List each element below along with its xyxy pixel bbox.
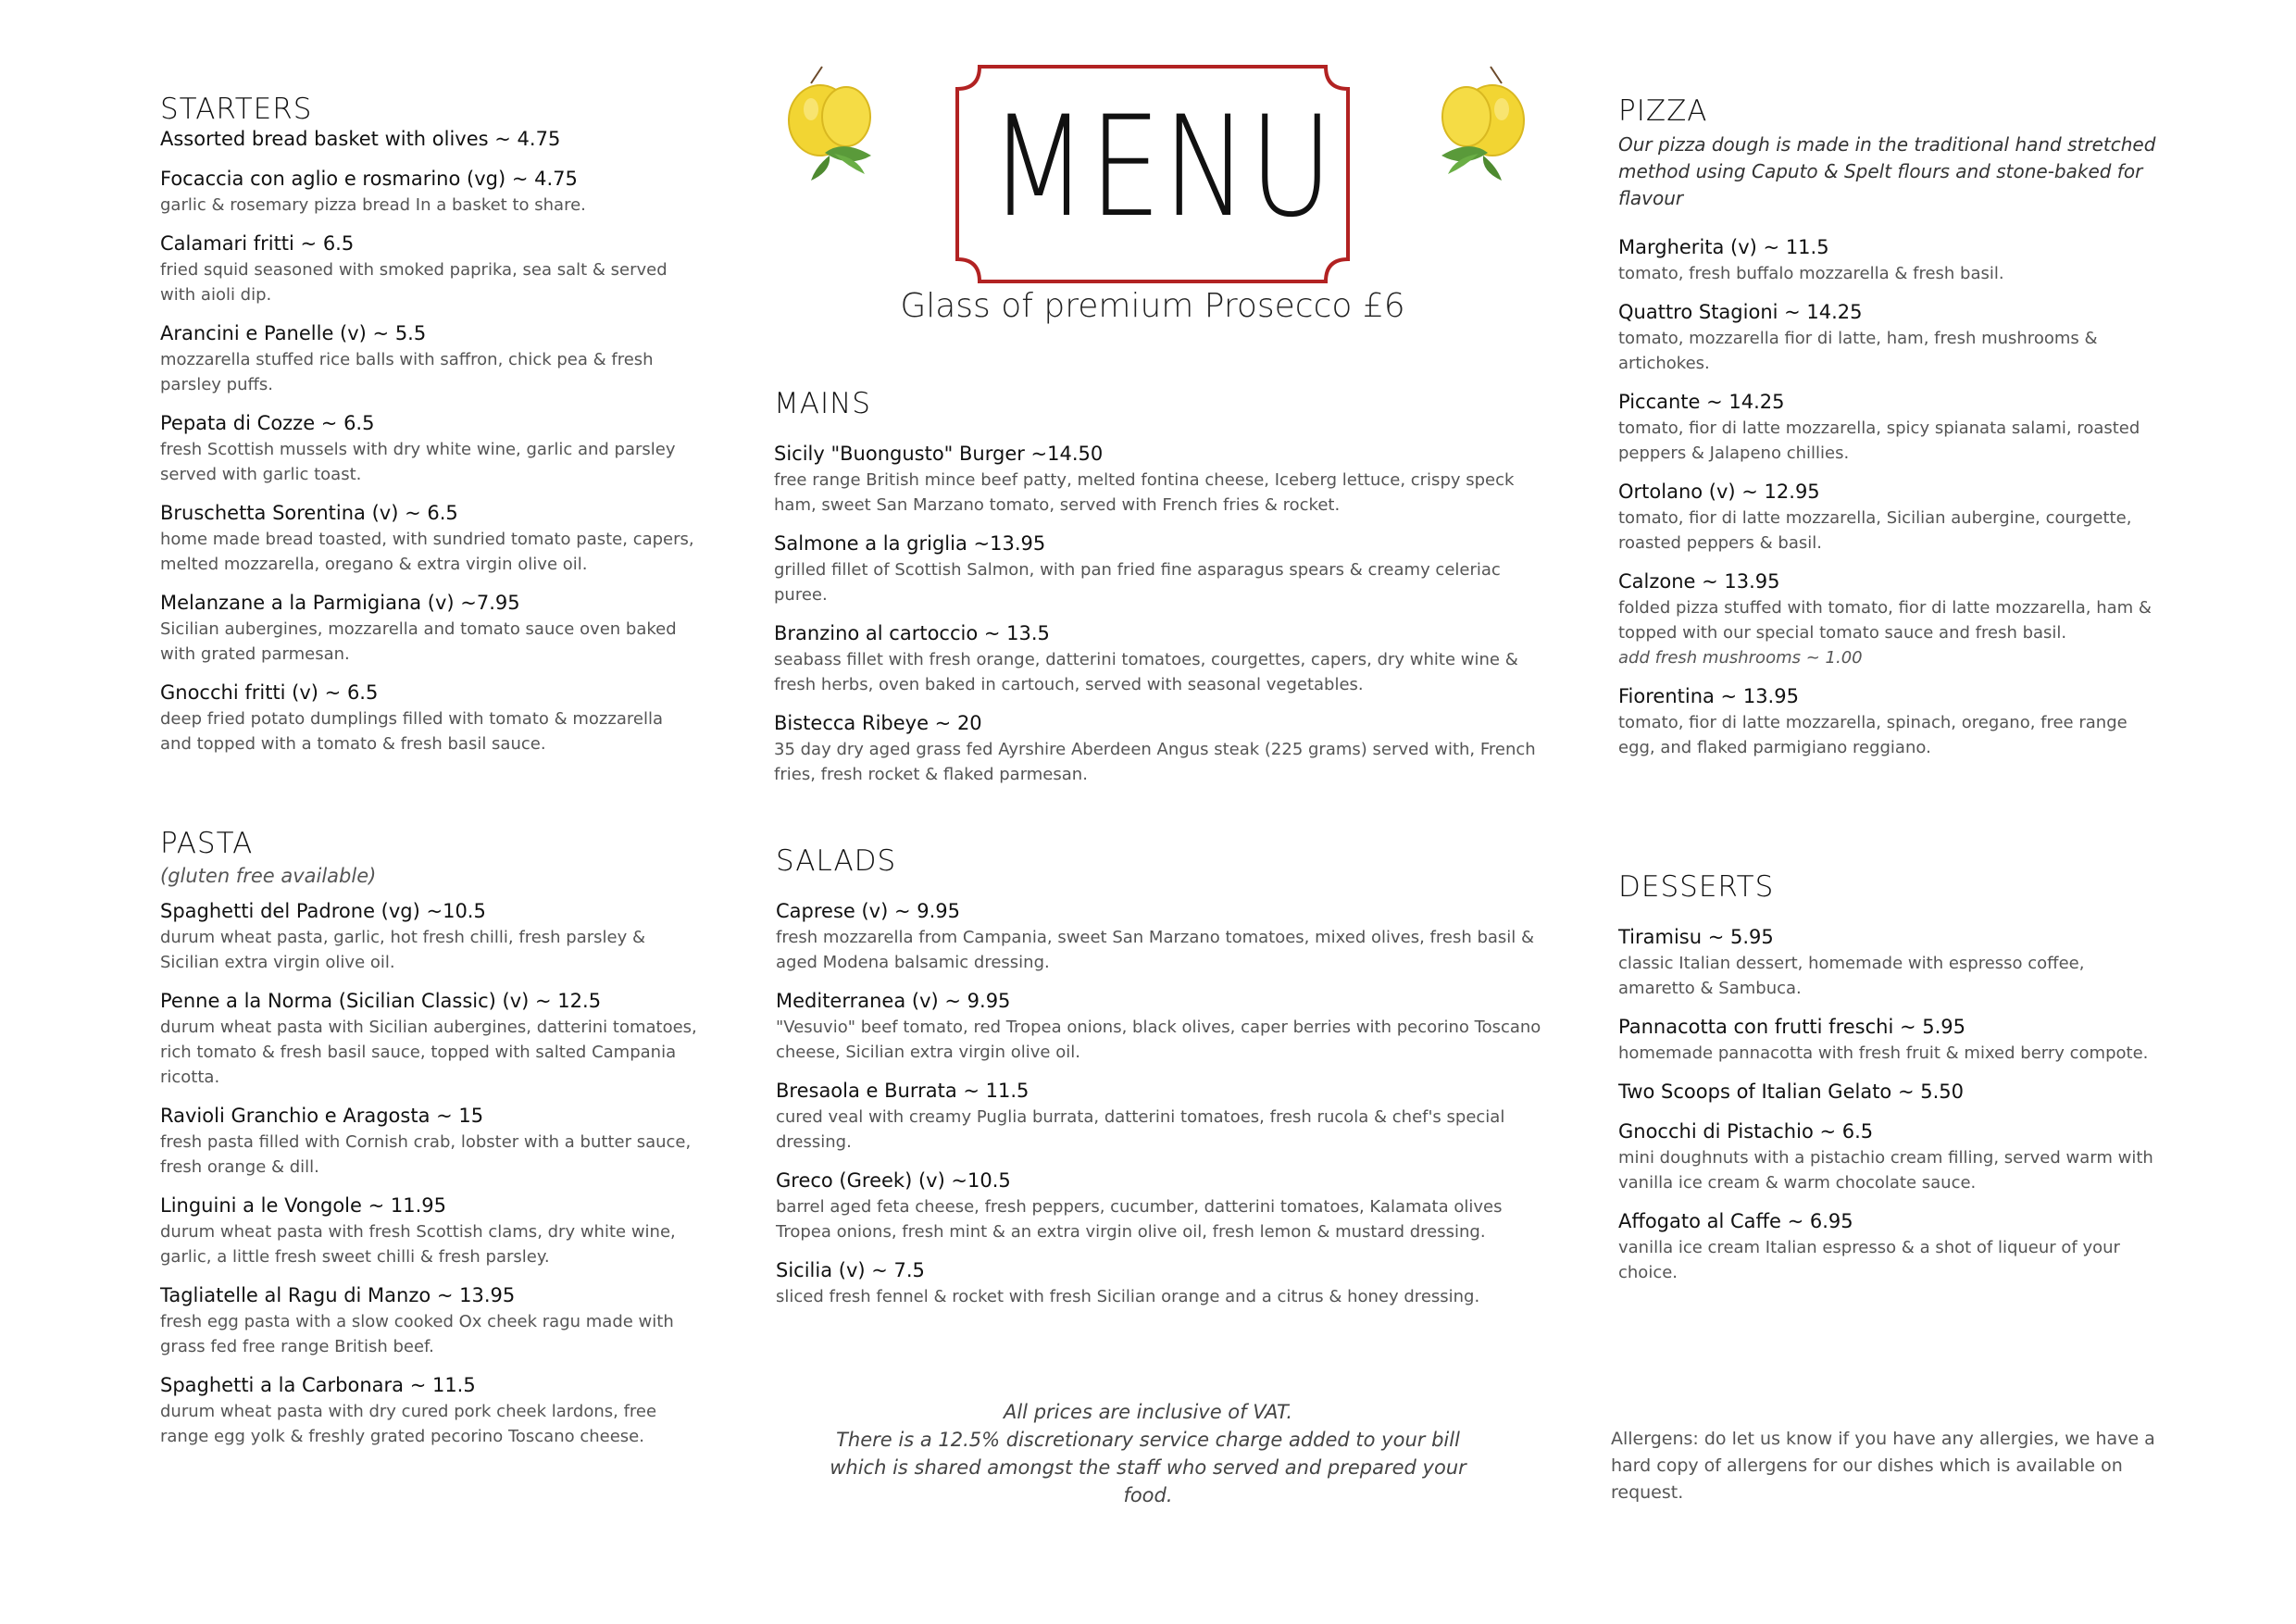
menu-item xyxy=(776,988,1544,1065)
menu-item-description: folded pizza stuffed with tomato, fior di latte mozzarella, ham & topped with our special tomato sauce and fresh basil. xyxy=(1618,598,2152,643)
menu-item-description: fried squid seasoned with smoked paprika, sea salt & served with aioli dip. xyxy=(160,260,668,305)
menu-item-description: tomato, fior di latte mozzarella, spinach, oregano, free range egg, and flaked parmigiano reggiano. xyxy=(1618,713,2128,757)
menu-item xyxy=(1618,1014,2165,1066)
menu-item-name: Sicilia (v) ~ 7.5 xyxy=(776,1259,925,1281)
pasta-list xyxy=(160,898,697,1449)
menu-item-description: durum wheat pasta with dry cured pork cheek lardons, free range egg yolk & freshly grated pecorino Toscano cheese. xyxy=(160,1402,657,1446)
lemon-illustration-right xyxy=(1418,65,1539,185)
menu-item xyxy=(1618,1118,2165,1195)
desserts-list xyxy=(1618,924,2165,1285)
menu-item xyxy=(774,620,1542,697)
menu-item-name: Melanzane a la Parmigiana (v) ~7.95 xyxy=(160,592,520,614)
menu-item xyxy=(160,1282,697,1359)
menu-item xyxy=(1618,389,2165,466)
menu-item-description: home made bread toasted, with sundried tomato paste, capers, melted mozzarella, oregano & extra virgin olive oil. xyxy=(160,530,694,574)
menu-item xyxy=(160,680,697,756)
lemon-illustration-left xyxy=(774,65,894,185)
desserts-section xyxy=(1618,870,2165,1298)
menu-item-name: Calamari fritti ~ 6.5 xyxy=(160,232,355,255)
menu-item-name: Gnocchi fritti (v) ~ 6.5 xyxy=(160,681,379,704)
menu-item-name: Fiorentina ~ 13.95 xyxy=(1618,685,1799,707)
menu-item-description: tomato, fior di latte mozzarella, spicy spianata salami, roasted peppers & Jalapeno chillies. xyxy=(1618,418,2140,463)
menu-item-name: Spaghetti del Padrone (vg) ~10.5 xyxy=(160,900,486,922)
menu-item xyxy=(160,500,697,577)
menu-item xyxy=(776,898,1544,975)
menu-item-name: Mediterranea (v) ~ 9.95 xyxy=(776,990,1011,1012)
service-charge-line: There is a 12.5% discretionary service charge added to your bill which is shared amongst the staff who served and prepared your food. xyxy=(830,1429,1466,1506)
menu-item xyxy=(160,1372,697,1449)
section-title: PASTA xyxy=(160,827,254,860)
menu-item-description: garlic & rosemary pizza bread In a basket to share. xyxy=(160,195,586,215)
menu-item xyxy=(1618,683,2165,760)
menu-item-name: Pannacotta con frutti freschi ~ 5.95 xyxy=(1618,1016,1965,1038)
menu-item-description: mozzarella stuffed rice balls with saffron, chick pea & fresh parsley puffs. xyxy=(160,350,654,394)
menu-item xyxy=(160,898,697,975)
starters-section xyxy=(160,93,697,769)
menu-item-description: sliced fresh fennel & rocket with fresh Sicilian orange and a citrus & honey dressing. xyxy=(776,1287,1480,1306)
allergens-notice: Allergens: do let us know if you have any allergies, we have a hard copy of allergens for our dishes which is available on request. xyxy=(1611,1429,2155,1503)
section-title: DESSERTS xyxy=(1618,870,1775,904)
menu-item-name: Ortolano (v) ~ 12.95 xyxy=(1618,481,1820,503)
menu-item xyxy=(160,320,697,397)
pasta-note: (gluten free available) xyxy=(160,865,377,887)
prosecco-offer: Glass of premium Prosecco £6 xyxy=(900,287,1405,325)
menu-item-description: free range British mince beef patty, melted fontina cheese, Iceberg lettuce, crispy speck ham, sweet San Marzano tomato, served with French fries & rocket. xyxy=(774,470,1515,515)
salads-list xyxy=(776,898,1544,1309)
menu-item-description: seabass fillet with fresh orange, datterini tomatoes, courgettes, capers, dry white wine & fresh herbs, oven baked in cartouch, served with seasonal vegetables. xyxy=(774,650,1518,694)
menu-item-description: homemade pannacotta with fresh fruit & mixed berry compote. xyxy=(1618,1043,2149,1063)
menu-item-description: grilled fillet of Scottish Salmon, with pan fried fine asparagus spears & creamy celeriac puree. xyxy=(774,560,1501,605)
menu-item-description: Sicilian aubergines, mozzarella and tomato sauce oven baked with grated parmesan. xyxy=(160,619,677,664)
menu-item xyxy=(1618,1208,2165,1285)
menu-item-name: Two Scoops of Italian Gelato ~ 5.50 xyxy=(1618,1081,1964,1103)
menu-item-name: Linguini a le Vongole ~ 11.95 xyxy=(160,1194,447,1217)
menu-item-name: Caprese (v) ~ 9.95 xyxy=(776,900,961,922)
menu-item-name: Calzone ~ 13.95 xyxy=(1618,570,1780,593)
menu-item-description: mini doughnuts with a pistachio cream filling, served warm with vanilla ice cream & warm chocolate sauce. xyxy=(1618,1148,2153,1193)
pizza-dough-note: Our pizza dough is made in the traditional hand stretched method using Caputo & Spelt flours and stone-baked for flavour xyxy=(1618,133,2156,209)
menu-item-description: classic Italian dessert, homemade with espresso coffee, amaretto & Sambuca. xyxy=(1618,954,2085,998)
menu-item xyxy=(776,1168,1544,1244)
menu-item-name: Affogato al Caffe ~ 6.95 xyxy=(1618,1210,1853,1232)
menu-item-description: cured veal with creamy Puglia burrata, datterini tomatoes, fresh rucola & chef's special dressing. xyxy=(776,1107,1505,1152)
menu-title: MENU xyxy=(989,87,1335,248)
menu-item xyxy=(1618,234,2165,286)
menu-item-name: Focaccia con aglio e rosmarino (vg) ~ 4.75 xyxy=(160,168,578,190)
pizza-list xyxy=(1618,234,2165,760)
menu-item-name: Greco (Greek) (v) ~10.5 xyxy=(776,1169,1011,1192)
menu-item-name: Assorted bread basket with olives ~ 4.75 xyxy=(160,128,561,150)
menu-item-description: fresh pasta filled with Cornish crab, lobster with a butter sauce, fresh orange & dill. xyxy=(160,1132,692,1177)
menu-item-name: Bresaola e Burrata ~ 11.5 xyxy=(776,1080,1029,1102)
menu-item xyxy=(1618,924,2165,1001)
menu-item-description: durum wheat pasta with Sicilian aubergines, datterini tomatoes, rich tomato & fresh basil sauce, topped with salted Campania ricotta. xyxy=(160,1018,697,1087)
menu-item-description: durum wheat pasta with fresh Scottish clams, dry white wine, garlic, a little fresh sweet chilli & fresh parsley. xyxy=(160,1222,676,1267)
menu-item-description: tomato, fresh buffalo mozzarella & fresh basil. xyxy=(1618,264,2004,283)
menu-item xyxy=(776,1078,1544,1155)
menu-item-name: Sicily "Buongusto" Burger ~14.50 xyxy=(774,443,1104,465)
menu-item-name: Penne a la Norma (Sicilian Classic) (v) ~ 12.5 xyxy=(160,990,602,1012)
menu-item-description: tomato, mozzarella fior di latte, ham, fresh mushrooms & artichokes. xyxy=(1618,329,2098,373)
menu-item-name: Arancini e Panelle (v) ~ 5.5 xyxy=(160,322,427,344)
menu-item-description: durum wheat pasta, garlic, hot fresh chilli, fresh parsley & Sicilian extra virgin olive oil. xyxy=(160,928,645,972)
menu-item-name: Bruschetta Sorentina (v) ~ 6.5 xyxy=(160,502,458,524)
vat-line: All prices are inclusive of VAT. xyxy=(1003,1401,1293,1423)
menu-item-name: Margherita (v) ~ 11.5 xyxy=(1618,236,1829,258)
menu-item-description: tomato, fior di latte mozzarella, Sicilian aubergine, courgette, roasted peppers & basil. xyxy=(1618,508,2132,553)
menu-item-name: Pepata di Cozze ~ 6.5 xyxy=(160,412,375,434)
section-title: SALADS xyxy=(776,844,897,878)
menu-item-name: Spaghetti a la Carbonara ~ 11.5 xyxy=(160,1374,476,1396)
section-title: PIZZA xyxy=(1618,94,1708,128)
menu-item-name: Ravioli Granchio e Aragosta ~ 15 xyxy=(160,1105,484,1127)
menu-item xyxy=(774,710,1542,787)
menu-item-name: Salmone a la griglia ~13.95 xyxy=(774,532,1046,555)
pizza-section xyxy=(1618,94,2165,773)
section-title: STARTERS xyxy=(160,93,313,126)
menu-item xyxy=(160,166,697,218)
menu-item-description: fresh egg pasta with a slow cooked Ox cheek ragu made with grass fed free range British beef. xyxy=(160,1312,674,1356)
menu-item xyxy=(1618,1079,2165,1106)
menu-item xyxy=(160,590,697,667)
menu-item-description: barrel aged feta cheese, fresh peppers, cucumber, datterini tomatoes, Kalamata olives Tropea onions, fresh mint & an extra virgin olive oil, fresh lemon & mustard dressing. xyxy=(776,1197,1503,1242)
menu-item-description: "Vesuvio" beef tomato, red Tropea onions, black olives, caper berries with pecorino Toscano cheese, Sicilian extra virgin olive oil. xyxy=(776,1018,1541,1062)
menu-item xyxy=(160,126,697,153)
menu-item-description: fresh Scottish mussels with dry white wine, garlic and parsley served with garlic toast. xyxy=(160,440,676,484)
menu-item-name: Piccante ~ 14.25 xyxy=(1618,391,1785,413)
menu-item-name: Quattro Stagioni ~ 14.25 xyxy=(1618,301,1863,323)
menu-item xyxy=(160,410,697,487)
salads-section xyxy=(776,844,1544,1322)
menu-item xyxy=(776,1257,1544,1309)
pasta-section xyxy=(160,827,697,1462)
menu-item xyxy=(160,988,697,1090)
menu-item-description: 35 day dry aged grass fed Ayrshire Aberdeen Angus steak (225 grams) served with, French fries, fresh rocket & flaked parmesan. xyxy=(774,740,1536,784)
vat-notice xyxy=(815,1398,1481,1509)
menu-item-description: deep fried potato dumplings filled with tomato & mozzarella and topped with a tomato & fresh basil sauce. xyxy=(160,709,663,754)
menu-item-description: vanilla ice cream Italian espresso & a shot of liqueur of your choice. xyxy=(1618,1238,2120,1282)
menu-item xyxy=(160,1193,697,1269)
menu-item-name: Bistecca Ribeye ~ 20 xyxy=(774,712,982,734)
menu-item-extra: add fresh mushrooms ~ 1.00 xyxy=(1618,648,1863,668)
menu-item-description: fresh mozzarella from Campania, sweet San Marzano tomatoes, mixed olives, fresh basil & aged Modena balsamic dressing. xyxy=(776,928,1535,972)
menu-item-name: Branzino al cartoccio ~ 13.5 xyxy=(774,622,1050,644)
menu-item xyxy=(160,231,697,307)
mains-section xyxy=(774,387,1542,800)
menu-item xyxy=(774,441,1542,518)
menu-item-name: Tagliatelle al Ragu di Manzo ~ 13.95 xyxy=(160,1284,516,1306)
menu-item xyxy=(1618,299,2165,376)
menu-item-name: Tiramisu ~ 5.95 xyxy=(1618,926,1774,948)
menu-item-name: Gnocchi di Pistachio ~ 6.5 xyxy=(1618,1120,1874,1143)
menu-item xyxy=(160,1103,697,1180)
mains-list xyxy=(774,441,1542,787)
menu-item xyxy=(774,531,1542,607)
menu-item xyxy=(1618,479,2165,556)
section-title: MAINS xyxy=(774,387,871,420)
starters-list xyxy=(160,126,697,756)
menu-item xyxy=(1618,568,2165,670)
